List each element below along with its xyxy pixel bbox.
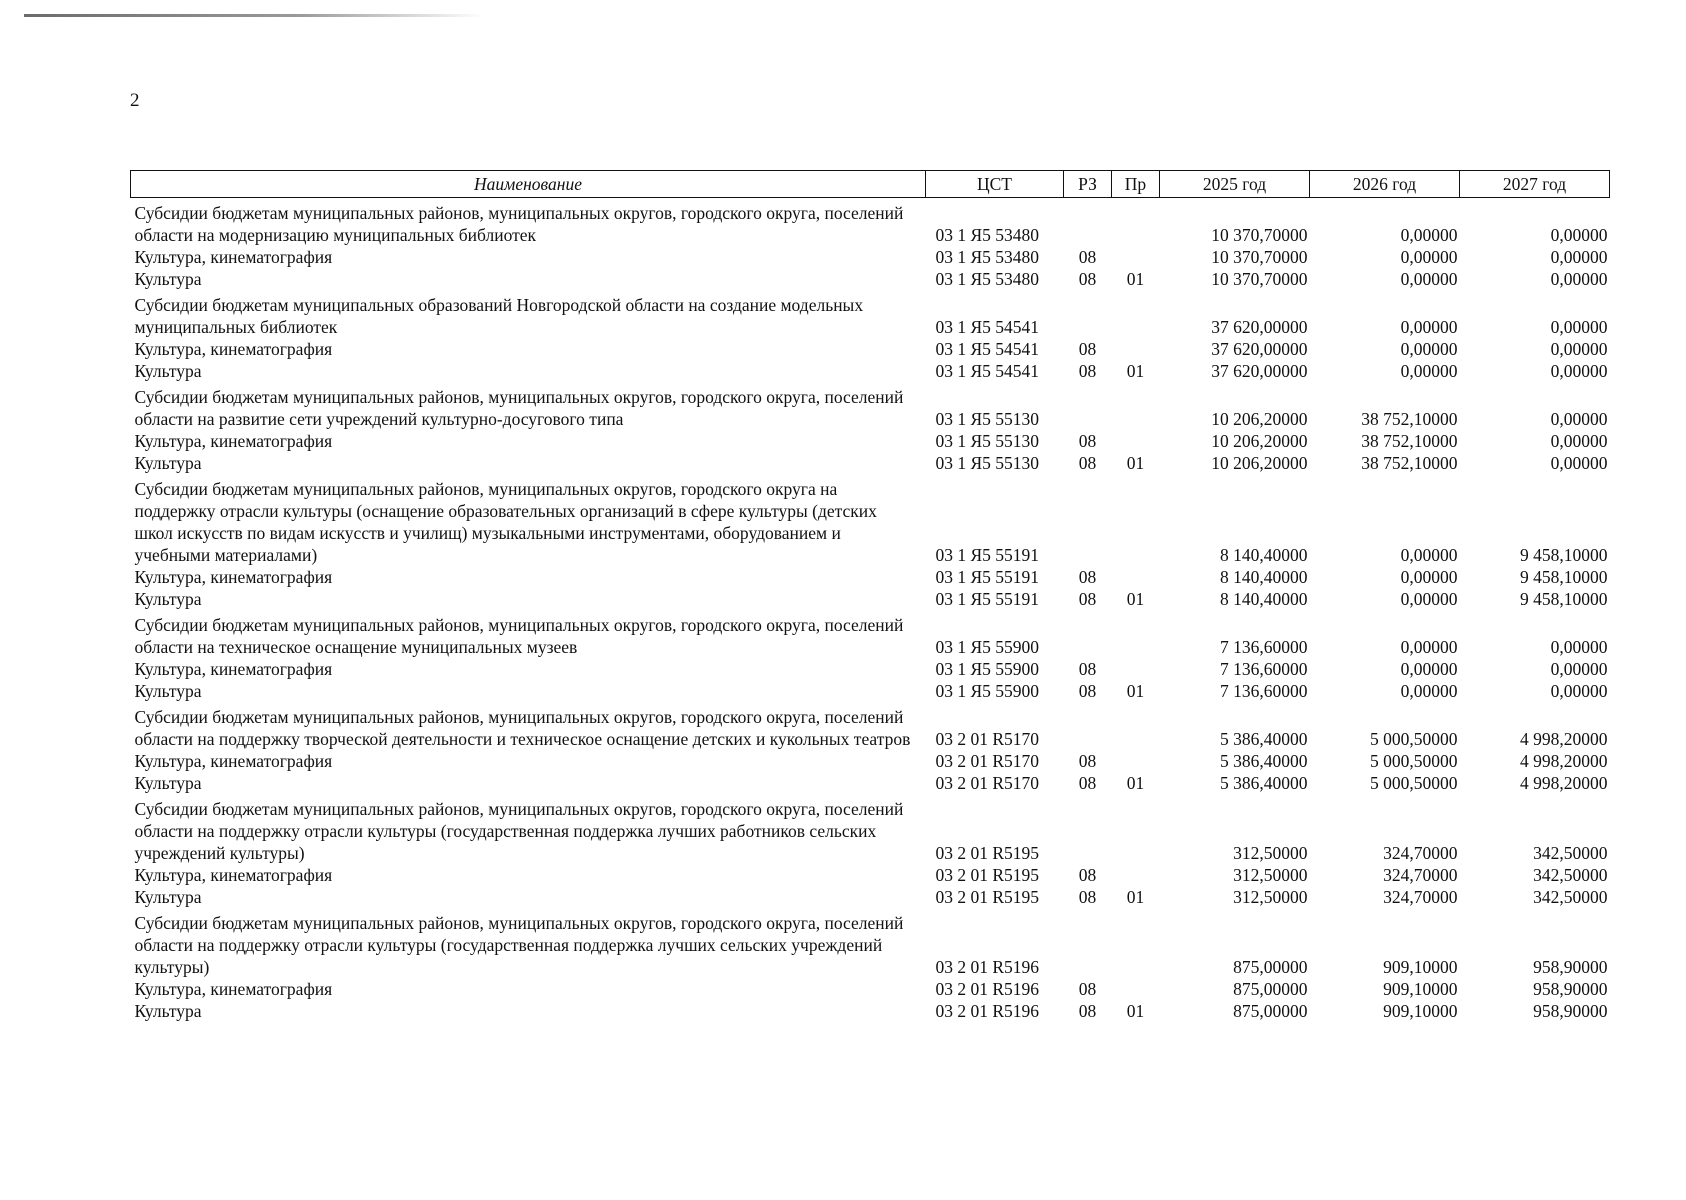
cell-2026: 0,00000 (1400, 567, 1458, 587)
table-row (131, 290, 1610, 338)
header-2026: 2026 год (1310, 171, 1460, 198)
header-cst: ЦСТ (926, 171, 1064, 198)
cell-2027: 0,00000 (1550, 247, 1608, 267)
cell-rz: 08 (1078, 887, 1097, 907)
cell-pr: 01 (1126, 1001, 1145, 1021)
cell-name: Культура (134, 589, 202, 609)
cell-pr (1112, 382, 1160, 430)
table-row (131, 702, 1610, 750)
header-row (131, 171, 1610, 198)
cell-cst: 03 1 Я5 55900 (935, 637, 1040, 657)
cell-rz: 08 (1078, 589, 1097, 609)
cell-name: Культура, кинематография (134, 567, 333, 587)
cell-2027: 4 998,20000 (1520, 751, 1608, 771)
table-header (131, 171, 1610, 198)
table-row (131, 338, 1610, 360)
cell-pr (1112, 566, 1160, 588)
cell-name: Культура (134, 361, 202, 381)
cell-2026: 5 000,50000 (1370, 729, 1458, 749)
cell-pr (1112, 610, 1160, 658)
cell-name: Культура, кинематография (134, 751, 333, 771)
cell-cst: 03 1 Я5 53480 (935, 269, 1040, 289)
cell-cst: 03 1 Я5 54541 (935, 339, 1040, 359)
cell-cst: 03 2 01 R5196 (935, 979, 1040, 999)
table-row (131, 864, 1610, 886)
table-row (131, 246, 1610, 268)
cell-2027: 342,50000 (1533, 865, 1608, 885)
table-row (131, 268, 1610, 290)
cell-rz: 08 (1078, 751, 1097, 771)
cell-2027: 4 998,20000 (1520, 729, 1608, 749)
cell-2027: 0,00000 (1550, 637, 1608, 657)
cell-name: Субсидии бюджетам муниципальных районов, муниципальных округов, городского округа, поселений области на поддержку творческой деятельности и техническое оснащение детских и кукольных театров (134, 707, 911, 749)
table-row (131, 198, 1610, 247)
cell-2027: 4 998,20000 (1520, 773, 1608, 793)
cell-pr (1112, 658, 1160, 680)
cell-2026: 0,00000 (1400, 637, 1458, 657)
cell-2025: 5 386,40000 (1220, 729, 1308, 749)
cell-2026: 0,00000 (1400, 247, 1458, 267)
page-number: 2 (130, 90, 140, 111)
cell-2025: 7 136,60000 (1220, 659, 1308, 679)
cell-2025: 10 206,20000 (1211, 453, 1308, 473)
cell-cst: 03 1 Я5 55191 (935, 589, 1040, 609)
scan-artifact-line (24, 14, 484, 17)
cell-2025: 37 620,00000 (1211, 361, 1308, 381)
cell-pr: 01 (1126, 453, 1145, 473)
cell-2026: 324,70000 (1383, 865, 1458, 885)
cell-2025: 875,00000 (1233, 979, 1308, 999)
cell-pr (1112, 702, 1160, 750)
cell-rz: 08 (1078, 269, 1097, 289)
cell-pr (1112, 908, 1160, 978)
cell-rz: 08 (1078, 979, 1097, 999)
cell-rz: 08 (1078, 1001, 1097, 1021)
cell-cst: 03 2 01 R5196 (935, 1001, 1040, 1021)
header-rz: РЗ (1064, 171, 1112, 198)
cell-2026: 0,00000 (1400, 361, 1458, 381)
cell-rz: 08 (1078, 659, 1097, 679)
cell-2025: 7 136,60000 (1220, 681, 1308, 701)
cell-rz (1064, 474, 1112, 566)
cell-2025: 37 620,00000 (1211, 339, 1308, 359)
cell-rz: 08 (1078, 361, 1097, 381)
cell-rz: 08 (1078, 247, 1097, 267)
cell-cst: 03 1 Я5 54541 (935, 361, 1040, 381)
cell-cst: 03 1 Я5 55191 (935, 567, 1040, 587)
cell-name: Субсидии бюджетам муниципальных образований Новгородской области на создание модельных муниципальных библиотек (134, 295, 864, 337)
cell-rz: 08 (1078, 681, 1097, 701)
header-pr: Пр (1112, 171, 1160, 198)
cell-2026: 909,10000 (1383, 957, 1458, 977)
table-row (131, 680, 1610, 702)
budget-table (130, 170, 1610, 1022)
cell-2026: 38 752,10000 (1361, 453, 1458, 473)
cell-name: Субсидии бюджетам муниципальных районов, муниципальных округов, городского округа, поселений области на развитие сети учреждений культурно-досугового типа (134, 387, 904, 429)
cell-2027: 0,00000 (1550, 431, 1608, 451)
cell-2026: 0,00000 (1400, 589, 1458, 609)
cell-2026: 324,70000 (1383, 887, 1458, 907)
cell-rz: 08 (1078, 865, 1097, 885)
cell-cst: 03 1 Я5 53480 (935, 225, 1040, 245)
cell-name: Субсидии бюджетам муниципальных районов, муниципальных округов, городского округа на поддержку отрасли культуры (оснащение образовательных организаций в сфере культуры (детских школ искусств по видам искусств и училищ) музыкальными инструментами, оборудованием и учебными материалами) (134, 479, 877, 565)
cell-cst: 03 1 Я5 55900 (935, 681, 1040, 701)
cell-name: Субсидии бюджетам муниципальных районов, муниципальных округов, городского округа, поселений области на поддержку отрасли культуры (государственная поддержка лучших работников сельских учреждений культуры) (134, 799, 904, 863)
cell-name: Культура, кинематография (134, 339, 333, 359)
cell-2026: 0,00000 (1400, 659, 1458, 679)
cell-pr (1112, 474, 1160, 566)
cell-name: Культура, кинематография (134, 865, 333, 885)
table-row (131, 750, 1610, 772)
table-body (131, 198, 1610, 1023)
cell-pr (1112, 198, 1160, 247)
cell-2025: 8 140,40000 (1220, 589, 1308, 609)
cell-2027: 9 458,10000 (1520, 567, 1608, 587)
cell-rz: 08 (1078, 339, 1097, 359)
table-row (131, 1000, 1610, 1022)
cell-2025: 312,50000 (1233, 865, 1308, 885)
cell-2026: 0,00000 (1400, 317, 1458, 337)
cell-2027: 0,00000 (1550, 225, 1608, 245)
cell-2027: 0,00000 (1550, 339, 1608, 359)
cell-cst: 03 1 Я5 55900 (935, 659, 1040, 679)
cell-2026: 5 000,50000 (1370, 773, 1458, 793)
cell-pr (1112, 750, 1160, 772)
cell-2025: 10 370,70000 (1211, 269, 1308, 289)
cell-pr: 01 (1126, 887, 1145, 907)
table-row (131, 794, 1610, 864)
cell-2027: 0,00000 (1550, 681, 1608, 701)
table-row (131, 360, 1610, 382)
cell-pr: 01 (1126, 269, 1145, 289)
cell-cst: 03 1 Я5 55191 (935, 545, 1040, 565)
cell-cst: 03 2 01 R5170 (935, 751, 1040, 771)
cell-2026: 38 752,10000 (1361, 431, 1458, 451)
cell-2027: 9 458,10000 (1520, 545, 1608, 565)
cell-pr: 01 (1126, 361, 1145, 381)
cell-name: Субсидии бюджетам муниципальных районов, муниципальных округов, городского округа, поселений области на модернизацию муниципальных библиотек (134, 203, 904, 245)
cell-2025: 10 370,70000 (1211, 225, 1308, 245)
cell-2027: 9 458,10000 (1520, 589, 1608, 609)
cell-2027: 0,00000 (1550, 659, 1608, 679)
cell-2027: 342,50000 (1533, 843, 1608, 863)
cell-2025: 312,50000 (1233, 887, 1308, 907)
cell-2027: 958,90000 (1533, 1001, 1608, 1021)
cell-name: Культура, кинематография (134, 247, 333, 267)
cell-2026: 324,70000 (1383, 843, 1458, 863)
cell-name: Субсидии бюджетам муниципальных районов, муниципальных округов, городского округа, поселений области на техническое оснащение муниципальных музеев (134, 615, 904, 657)
cell-rz (1064, 702, 1112, 750)
cell-name: Культура, кинематография (134, 431, 333, 451)
header-2025: 2025 год (1160, 171, 1310, 198)
cell-2027: 0,00000 (1550, 269, 1608, 289)
cell-name: Культура (134, 453, 202, 473)
cell-2025: 312,50000 (1233, 843, 1308, 863)
cell-pr (1112, 978, 1160, 1000)
cell-name: Культура (134, 681, 202, 701)
cell-2027: 0,00000 (1550, 409, 1608, 429)
cell-2025: 5 386,40000 (1220, 773, 1308, 793)
cell-2026: 909,10000 (1383, 1001, 1458, 1021)
table-row (131, 908, 1610, 978)
table-row (131, 382, 1610, 430)
cell-pr (1112, 794, 1160, 864)
table-row (131, 452, 1610, 474)
table-row (131, 772, 1610, 794)
cell-rz: 08 (1078, 453, 1097, 473)
cell-2027: 958,90000 (1533, 957, 1608, 977)
cell-rz: 08 (1078, 431, 1097, 451)
cell-cst: 03 2 01 R5196 (935, 957, 1040, 977)
cell-2027: 0,00000 (1550, 361, 1608, 381)
cell-2027: 0,00000 (1550, 453, 1608, 473)
cell-2026: 5 000,50000 (1370, 751, 1458, 771)
cell-2025: 10 206,20000 (1211, 431, 1308, 451)
table-row (131, 610, 1610, 658)
cell-2026: 0,00000 (1400, 339, 1458, 359)
cell-2025: 10 370,70000 (1211, 247, 1308, 267)
table-row (131, 474, 1610, 566)
cell-2027: 0,00000 (1550, 317, 1608, 337)
cell-cst: 03 2 01 R5195 (935, 843, 1040, 863)
cell-2026: 0,00000 (1400, 681, 1458, 701)
cell-pr (1112, 290, 1160, 338)
table-row (131, 978, 1610, 1000)
cell-pr (1112, 338, 1160, 360)
cell-2026: 0,00000 (1400, 225, 1458, 245)
cell-2025: 8 140,40000 (1220, 567, 1308, 587)
table-row (131, 588, 1610, 610)
cell-2025: 10 206,20000 (1211, 409, 1308, 429)
cell-rz (1064, 908, 1112, 978)
cell-cst: 03 2 01 R5195 (935, 887, 1040, 907)
table-row (131, 886, 1610, 908)
cell-pr: 01 (1126, 589, 1145, 609)
cell-rz (1064, 290, 1112, 338)
cell-cst: 03 1 Я5 55130 (935, 453, 1040, 473)
cell-cst: 03 1 Я5 54541 (935, 317, 1040, 337)
cell-cst: 03 2 01 R5195 (935, 865, 1040, 885)
header-name: Наименование (131, 171, 926, 198)
cell-name: Культура (134, 1001, 202, 1021)
cell-rz (1064, 794, 1112, 864)
cell-rz (1064, 610, 1112, 658)
cell-pr: 01 (1126, 773, 1145, 793)
cell-2025: 5 386,40000 (1220, 751, 1308, 771)
cell-rz (1064, 198, 1112, 247)
cell-2027: 342,50000 (1533, 887, 1608, 907)
cell-2026: 0,00000 (1400, 545, 1458, 565)
cell-name: Культура, кинематография (134, 979, 333, 999)
cell-2025: 875,00000 (1233, 1001, 1308, 1021)
cell-name: Культура (134, 773, 202, 793)
cell-2027: 958,90000 (1533, 979, 1608, 999)
table-row (131, 658, 1610, 680)
cell-2026: 0,00000 (1400, 269, 1458, 289)
cell-name: Культура (134, 887, 202, 907)
cell-rz: 08 (1078, 773, 1097, 793)
cell-name: Культура, кинематография (134, 659, 333, 679)
cell-pr (1112, 246, 1160, 268)
table-row (131, 430, 1610, 452)
cell-cst: 03 1 Я5 55130 (935, 431, 1040, 451)
cell-cst: 03 2 01 R5170 (935, 773, 1040, 793)
cell-pr (1112, 430, 1160, 452)
cell-2025: 875,00000 (1233, 957, 1308, 977)
cell-cst: 03 2 01 R5170 (935, 729, 1040, 749)
cell-2025: 7 136,60000 (1220, 637, 1308, 657)
cell-pr (1112, 864, 1160, 886)
cell-2025: 8 140,40000 (1220, 545, 1308, 565)
cell-2026: 909,10000 (1383, 979, 1458, 999)
cell-2025: 37 620,00000 (1211, 317, 1308, 337)
header-2027: 2027 год (1460, 171, 1610, 198)
cell-rz (1064, 382, 1112, 430)
cell-cst: 03 1 Я5 53480 (935, 247, 1040, 267)
cell-rz: 08 (1078, 567, 1097, 587)
cell-pr: 01 (1126, 681, 1145, 701)
cell-cst: 03 1 Я5 55130 (935, 409, 1040, 429)
table-row (131, 566, 1610, 588)
cell-name: Культура (134, 269, 202, 289)
cell-name: Субсидии бюджетам муниципальных районов, муниципальных округов, городского округа, поселений области на поддержку отрасли культуры (государственная поддержка лучших сельских учреждений культуры) (134, 913, 904, 977)
cell-2026: 38 752,10000 (1361, 409, 1458, 429)
